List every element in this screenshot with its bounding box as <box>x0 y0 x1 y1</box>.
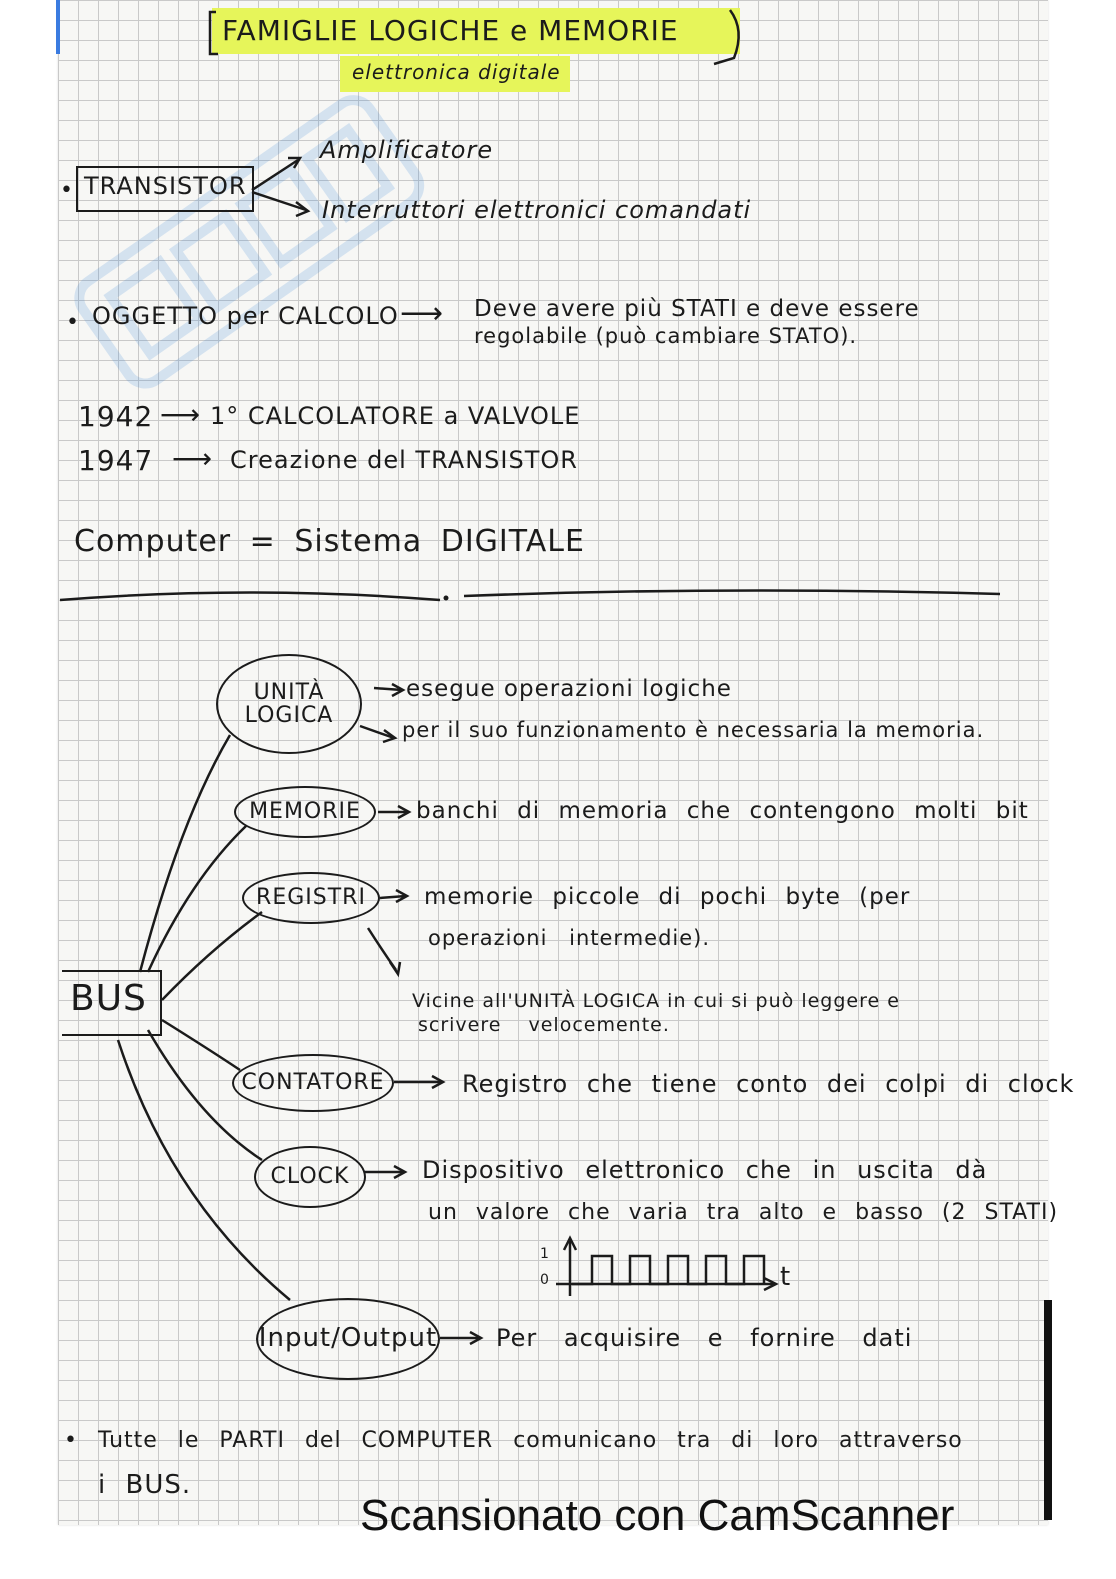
oggetto-desc-2: regolabile (può cambiare STATO). <box>474 324 858 348</box>
scanner-watermark-text: Scansionato con CamScanner <box>360 1498 955 1540</box>
node-label: CONTATORE <box>241 1070 385 1096</box>
arrow-icon: ⟶ <box>400 296 445 331</box>
timeline-text-1947: Creazione del TRANSISTOR <box>230 446 578 474</box>
memorie-desc: banchi di memoria che contengono molti bit <box>416 798 1029 824</box>
clock-desc-2: un valore che varia tra alto e basso (2 STATI) <box>428 1200 1059 1225</box>
contatore-desc: Registro che tiene conto dei colpi di clock <box>462 1070 1075 1098</box>
node-label: REGISTRI <box>256 885 366 911</box>
node-label: MEMORIE <box>249 799 361 825</box>
registri-desc-3: Vicine all'UNITÀ LOGICA in cui si può leggere e <box>412 990 900 1012</box>
registri-desc-2: operazioni intermedie). <box>428 926 711 950</box>
oggetto-desc-1: Deve avere più STATI e deve essere <box>474 296 920 322</box>
page-subtitle: elettronica digitale <box>352 60 561 84</box>
registri-desc-1: memorie piccole di pochi byte (per <box>424 884 911 910</box>
timeline-text-1942: 1° CALCOLATORE a VALVOLE <box>210 402 581 430</box>
clock-axis-t: t <box>780 1262 792 1292</box>
conclusion-line-2: i BUS. <box>98 1470 192 1500</box>
bullet-dot: • <box>60 178 74 203</box>
node-label: Input/Output <box>258 1323 438 1354</box>
page-title: FAMIGLIE LOGICHE e MEMORIE <box>222 14 679 47</box>
arrow-icon: ⟶ <box>172 442 214 475</box>
conclusion-line-1: • Tutte le PARTI del COMPUTER comunicano tra di loro attraverso <box>64 1428 963 1453</box>
unita-desc-1: esegue operazioni logiche <box>406 676 732 702</box>
bullet-dot: • <box>66 310 80 335</box>
transistor-use-2: Interruttori elettronici comandati <box>322 196 752 224</box>
oggetto-label: OGGETTO per CALCOLO <box>92 302 399 330</box>
computer-definition: Computer = Sistema DIGITALE <box>74 524 585 559</box>
unita-desc-2: per il suo funzionamento è necessaria la memoria. <box>402 718 985 742</box>
arrow-icon: ⟶ <box>160 398 202 431</box>
node-label: CLOCK <box>270 1164 350 1190</box>
timeline-year-1942: 1942 <box>78 400 154 433</box>
transistor-use-1: Amplificatore <box>320 136 494 164</box>
clock-axis-high: 1 <box>540 1246 550 1262</box>
clock-axis-low: 0 <box>540 1272 550 1288</box>
node-label: UNITÀ LOGICA <box>244 679 334 728</box>
registri-desc-4: scrivere velocemente. <box>418 1014 670 1036</box>
io-desc: Per acquisire e fornire dati <box>496 1324 913 1352</box>
timeline-year-1947: 1947 <box>78 444 154 477</box>
transistor-label: TRANSISTOR <box>84 172 247 200</box>
clock-desc-1: Dispositivo elettronico che in uscita dà <box>422 1156 988 1184</box>
bus-label: BUS <box>70 978 147 1019</box>
